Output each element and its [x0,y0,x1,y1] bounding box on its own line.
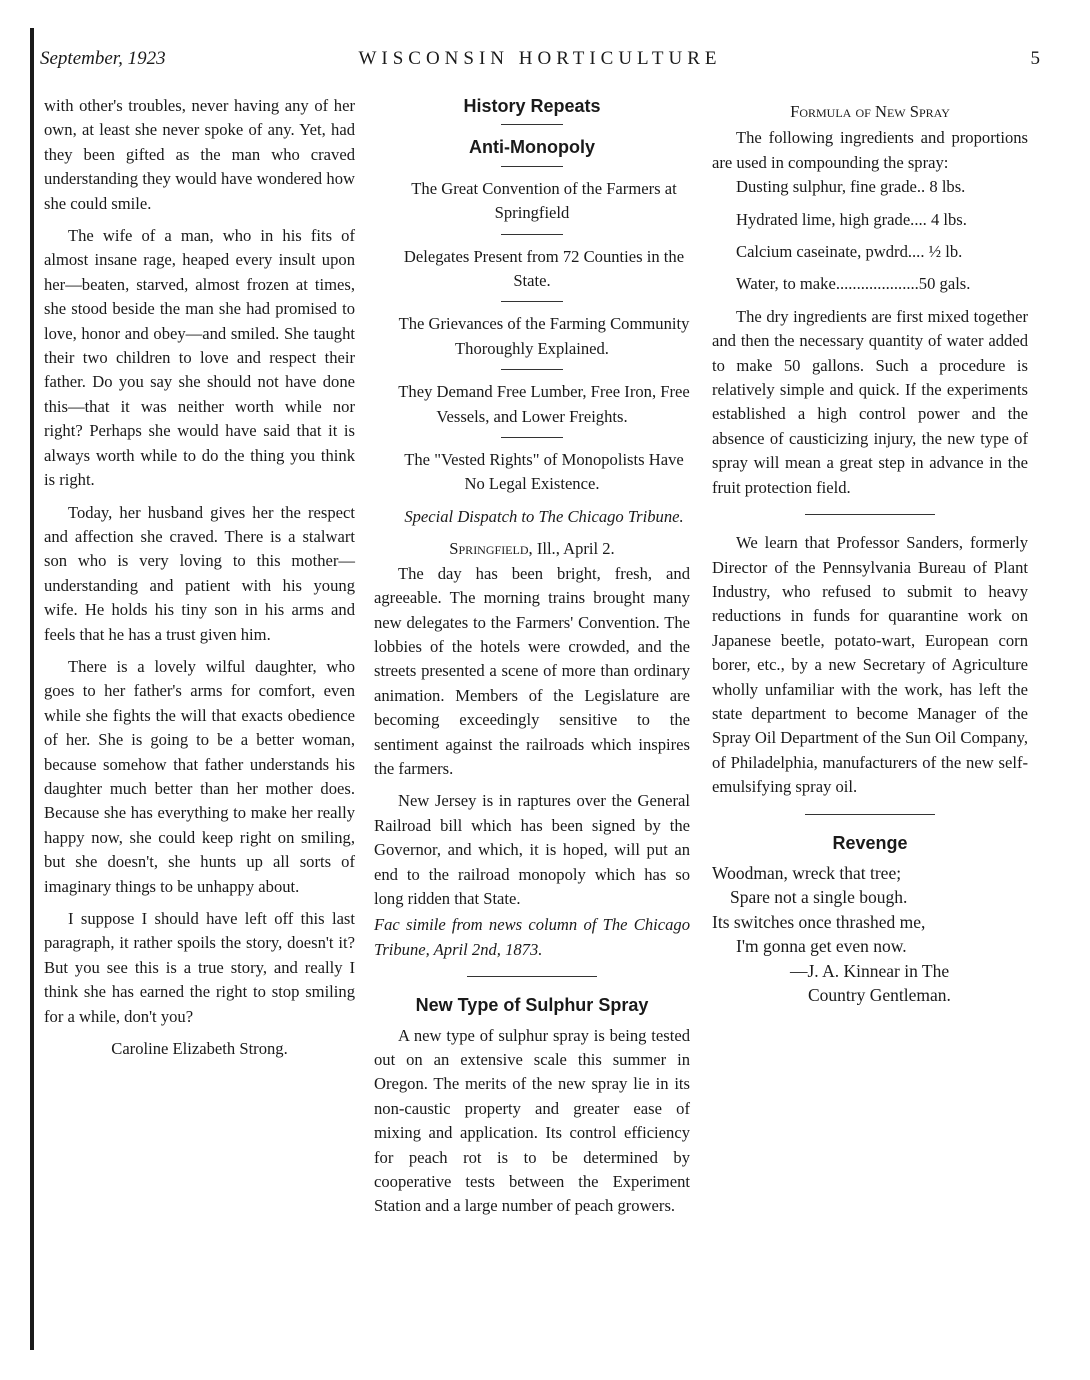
divider [501,437,563,438]
ingredient-amount: 8 lbs. [929,177,966,197]
anti-monopoly-heading: Anti-Monopoly [469,137,595,158]
poem-attribution-source: Country Gentleman. [808,985,951,1005]
page-left-rule [30,28,34,1350]
poem-line: Its switches once thrashed me, [712,911,926,932]
formula-intro: The following ingredients and proportions are used in compounding the spray: [712,128,1028,172]
poem-attribution: —J. A. Kinnear in The [790,960,950,981]
ingredient-row [712,240,1028,264]
ingredient-amount: ½ lb. [928,242,963,262]
revenge-heading: Revenge [832,832,908,853]
article-paragraph: The day has been bright, fresh, and agreeable. The morning trains brought many new delegates to the Farmers' Convention. The lobbies of the hotels were crowded, and the streets presented a scene of more than ordinary animation. Members of the Legislature are becoming exceedingly sensitive to the sentiment against the railroads which inspires the farmers. [374,563,690,778]
issue-date: September, 1923 [40,48,166,69]
divider [501,234,563,235]
sanders-paragraph: We learn that Professor Sanders, formerly Director of the Pennsylvania Bureau of Plant Industry, who refused to submit to heavy reductions in funds for quarantine work on Japanese beetle, potato-wart, European corn borer, etc., by a new Secretary of Agriculture wholly unfamiliar with the work, has left the state department to become Manager of the Spray Oil Department of the Sun Oil Company, of Philadelphia, manufacturers of the new self-emulsifying spray oil. [712,533,1029,797]
story-paragraph: The wife of a man, who in his fits of almost insane rage, heaped every insult upon her—beaten, starved, almost frozen at times, she stood beside the man she had promised to love, honor and obey—and smiled. She taught their two children to love and respect their father. Do you say she should not have done this—that it was neither worth while nor right? Perhaps she would have said that it is always worth while to do the thing you think is right. [44,226,355,490]
column-1 [44,94,355,1069]
ingredient-row [712,175,1028,199]
procedure-paragraph: The dry ingredients are first mixed together and then the necessary quantity of water added to make 50 gallons. Such a procedure is relatively simple and quick. If the experiments established a high control power and the absence of causticizing injury, the new type of spray will mean a great step in advance in the fruit protection field. [712,306,1028,497]
ingredient-amount: 50 gals. [918,274,971,294]
headline-deck: Delegates Present from 72 Counties in the State. [403,246,685,291]
story-paragraph: with other's troubles, never having any of her own, at least she never spoke of any. Yet, had they been gifted as the man who craved understanding they would have wondered how she could smile. [44,96,355,213]
poem-line: I'm gonna get even now. [736,936,907,957]
ingredient-name: Dusting sulphur, fine grade.. [736,177,926,197]
story-paragraph: There is a lovely wilful daughter, who goes to her father's arms for comfort, even while she fights the will that exacts obedience of her. She is going to be a better woman, because somehow that father understands his daughter much better than her mother does. Because she has everything to make her really happy now, she could keep right on smiling, but she doesn't, she hunts up all sorts of imaginary things to be unhappy about. [44,656,355,896]
ingredient-name: Water, to make.................... [736,274,919,294]
dispatch-credit: Special Dispatch to The Chicago Tribune. [404,506,684,526]
column-3 [712,94,1028,1007]
divider [501,166,563,167]
page-number: 5 [1030,48,1040,69]
poem-line: Spare not a single bough. [730,887,908,908]
ingredient-row [712,208,1028,232]
sulphur-paragraph: A new type of sulphur spray is being tested out on an extensive scale this summer in Oregon. The merits of the new spray lie in its non-caustic property and greater ease of mixing and application. Its control efficiency for peach rot is to be determined by cooperative tests between the Experiment Station and a large number of peach growers. [374,1025,690,1216]
column-2 [374,94,690,1219]
story-paragraph: I suppose I should have left off this last paragraph, it rather spoils the story, doesn't it? But you see this is a true story, and really I think she has earned the right to stop smiling for a while, don't you? [44,909,355,1026]
ingredient-row [712,272,1028,296]
dateline-date: , Ill., April 2. [528,539,615,559]
ingredient-amount: 4 lbs. [930,209,967,229]
journal-title: WISCONSIN HORTICULTURE [358,48,722,69]
revenge-poem [712,861,1028,1007]
section-divider [805,814,935,815]
divider [501,301,563,302]
poem-line: Woodman, wreck that tree; [712,862,902,883]
ingredient-name: Calcium caseinate, pwdrd.... [736,242,925,262]
dateline [374,537,690,561]
divider [501,124,563,125]
section-divider [805,514,935,515]
article-paragraph: New Jersey is in raptures over the General Railroad bill which has been signed by the Governor, and which, it is hoped, will put an end to the railroad monopoly which has so long ridden that State. [374,791,690,908]
headline-deck: The Grievances of the Farming Community Thoroughly Explained. [398,314,690,358]
story-paragraph: Today, her husband gives her the respect and affection she craved. There is a stalwart son who is very loving to this mother—understanding and patient with his young wife. He holds his tiny son in his arms and feels that he has a trust given him. [44,502,355,644]
ingredient-name: Hydrated lime, high grade.... [736,209,927,229]
ingredient-list [712,175,1028,297]
section-divider [467,976,597,977]
headline-deck: The "Vested Rights" of Monopolists Have No Legal Existence. [404,450,684,494]
history-repeats-heading: History Repeats [463,96,601,116]
headline-deck: The Great Convention of the Farmers at Springfield [411,178,677,223]
facsimile-note: Fac simile from news column of The Chicago Tribune, April 2nd, 1873. [374,915,690,959]
sulphur-spray-heading: New Type of Sulphur Spray [415,995,649,1016]
running-head [40,48,1040,78]
formula-heading: Formula of New Spray [790,102,950,121]
divider [501,369,563,370]
dateline-place: Springfield [449,539,529,559]
author-signature: Caroline Elizabeth Strong. [111,1039,288,1059]
headline-deck: They Demand Free Lumber, Free Iron, Free Vessels, and Lower Freights. [398,382,690,426]
